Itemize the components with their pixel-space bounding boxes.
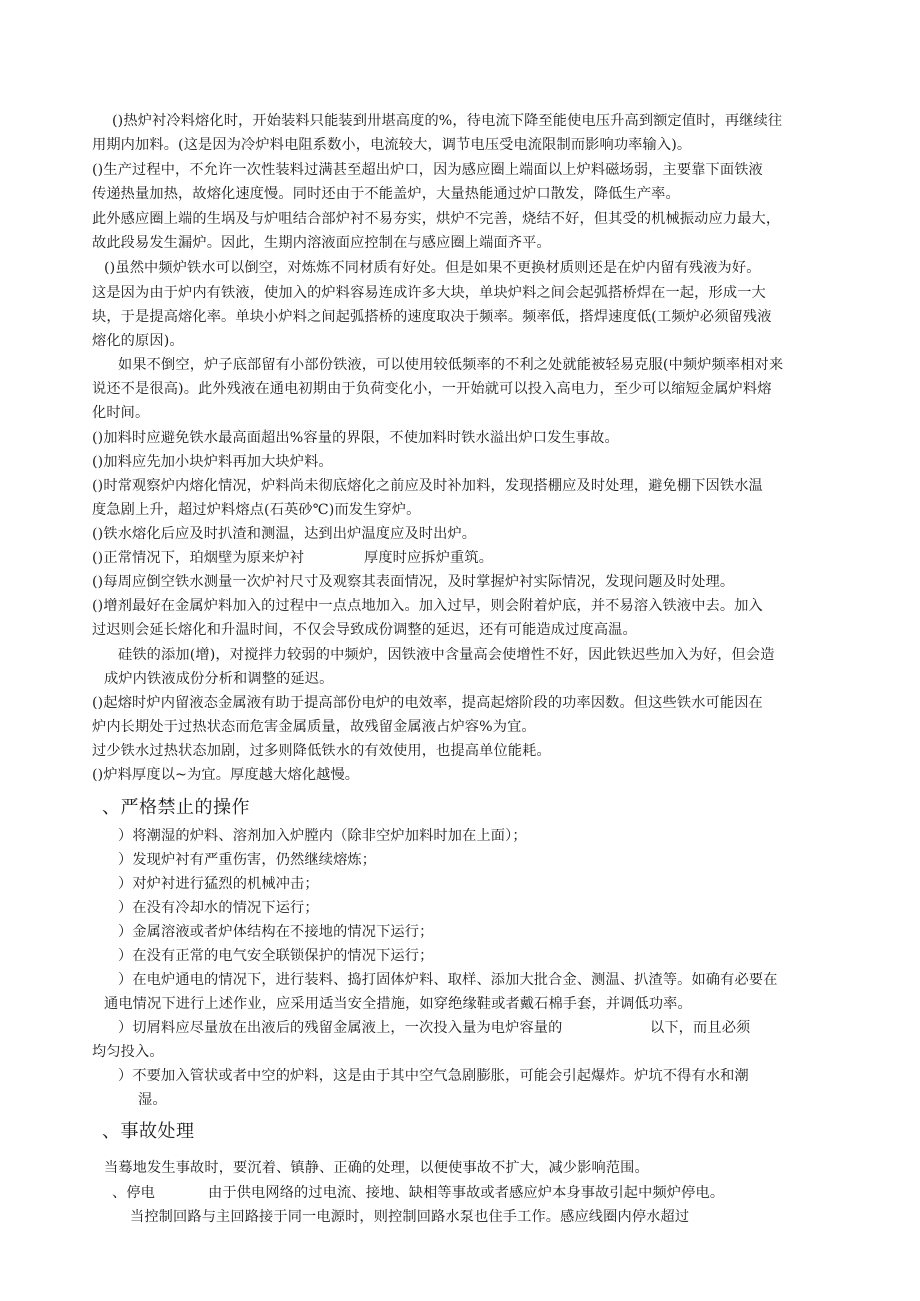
prohibited-item-9-line-2: 湿。 bbox=[138, 1092, 167, 1108]
prohibited-item-8-part-b: 以下，而且必须 bbox=[650, 1020, 751, 1036]
prohibited-item-6: ）在没有正常的电气安全联锁保护的情况下运行； bbox=[118, 948, 434, 964]
para-12-line-1: ()增剂最好在金属炉料加入的过程中一点点地加入。加入过早，则会附着炉底，并不易溶入铁液中去。加入 bbox=[92, 598, 763, 614]
para-4-line-4: 熔化的原因)。 bbox=[92, 333, 184, 349]
para-2-line-1: ()生产过程中，不允许一次性装料过满甚至超出炉口，因为感应圈上端面以上炉料磁场弱，主要靠下面铁液 bbox=[92, 162, 763, 178]
prohibited-item-7-line-1: ）在电炉通电的情况下，进行装料、捣打固体炉料、取样、添加大批合金、测温、扒渣等。如确有必要在 bbox=[118, 972, 778, 988]
para-1-line-2: 用期内加料。(这是因为冷炉料电阻系数小，电流较大，调节电压受电流限制而影响功率输入)。 bbox=[92, 137, 692, 153]
para-5-line-1: 如果不倒空，炉子底部留有小部份铁液，可以使用较低频率的不利之处就能被轻易克服(中频炉频率相对来 bbox=[118, 357, 784, 373]
prohibited-item-7-line-2: 通电情况下进行上述作业，应采用适当安全措施，如穿绝缘鞋或者戴石棉手套，并调低功率。 bbox=[104, 996, 692, 1012]
para-3-line-1: 此外感应圈上端的生埚及与炉咀结合部炉衬不易夯实，烘炉不完善，烧结不好，但其受的机械振动应力最大， bbox=[92, 211, 781, 227]
para-13-line-2: 成炉内铁液成份分析和调整的延迟。 bbox=[104, 671, 334, 687]
para-12-line-2: 过迟则会延长熔化和升温时间，不仅会导致成份调整的延迟，还有可能造成过度高温。 bbox=[92, 622, 637, 638]
prohibited-item-4: ）在没有冷却水的情况下运行； bbox=[118, 900, 319, 916]
para-5-line-3: 化时间。 bbox=[92, 405, 150, 421]
para-8-line-1: ()时常观察炉内熔化情况，炉料尚未彻底熔化之前应及时补加料，发现搭棚应及时处理，避免棚下因铁水温 bbox=[92, 478, 763, 494]
para-6: ()加料时应避免铁水最高面超出%容量的界限，不使加料时铁水溢出炉口发生事故。 bbox=[92, 430, 619, 446]
section-heading-accident: 、事故处理 bbox=[102, 1121, 195, 1142]
para-16: ()炉料厚度以~为宜。厚度越大熔化越慢。 bbox=[92, 767, 360, 783]
accident-intro: 当蓦地发生事故时，要沉着、镇静、正确的处理，以便使事故不扩大，减少影响范围。 bbox=[104, 1160, 649, 1176]
power-outage-text: 由于供电网络的过电流、接地、缺相等事故或者感应炉本身事故引起中频炉停电。 bbox=[208, 1185, 725, 1201]
prohibited-item-5: ）金属溶液或者炉体结构在不接地的情况下运行； bbox=[118, 924, 434, 940]
para-5-line-2: 说还不是很高)。此外残液在通电初期由于负荷变化小，一开始就可以投入高电力，至少可以缩短金属炉料熔 bbox=[92, 381, 772, 397]
para-7: ()加料应先加小块炉料再加大块炉料。 bbox=[92, 454, 333, 470]
para-1-line-1: ()热炉衬冷料熔化时，开始装料只能装到卅堪高度的%，待电流下降至能使电压升高到额定值时，再继续往 bbox=[112, 113, 783, 129]
prohibited-item-9-line-1: ）不要加入管状或者中空的炉料，这是由于其中空气急剧膨胀，可能会引起爆炸。炉坑不得有水和潮 bbox=[118, 1068, 749, 1084]
para-4-line-2: 这是因为由于炉内有铁液，使加入的炉料容易连成许多大块，单块炉料之间会起弧搭桥焊在一起，形成一大 bbox=[92, 285, 766, 301]
prohibited-item-1: ）将潮湿的炉料、溶剂加入炉膛内（除非空炉加料时加在上面）； bbox=[118, 828, 527, 844]
para-10-part-b: 厚度时应拆炉重筑。 bbox=[364, 550, 494, 566]
para-2-line-2: 传递热量加热，故熔化速度慢。同时还由于不能盖炉，大量热能通过炉口散发，降低生产率。 bbox=[92, 186, 680, 202]
section-heading-prohibited: 、严格禁止的操作 bbox=[102, 797, 250, 818]
para-8-line-2: 度急剧上升，超过炉料熔点(石英砂℃)而发生穿炉。 bbox=[92, 502, 421, 518]
para-4-line-1: ()虽然中频炉铁水可以倒空，对炼炼不同材质有好处。但是如果不更换材质则还是在炉内留有残液为好。 bbox=[104, 260, 761, 276]
prohibited-item-8-part-c: 均匀投入。 bbox=[92, 1044, 164, 1060]
para-11: ()每周应倒空铁水测量一次炉衬尺寸及观察其表面情况，及时掌握炉衬实际情况，发现问题及时处理。 bbox=[92, 574, 735, 590]
para-13-line-1: 硅铁的添加(增)，对搅拌力较弱的中频炉，因铁液中含量高会使增性不好，因此铁迟些加入为好，但会造 bbox=[118, 647, 775, 663]
para-9: ()铁水熔化后应及时扒渣和测温，达到出炉温度应及时出炉。 bbox=[92, 526, 477, 542]
para-3-line-2: 故此段易发生漏炉。因此，生期内溶液面应控制在与感应圈上端面齐平。 bbox=[92, 235, 551, 251]
prohibited-item-8-part-a: ）切屑料应尽量放在出液后的残留金属液上，一次投入量为电炉容量的 bbox=[118, 1020, 563, 1036]
prohibited-item-3: ）对炉衬进行猛烈的机械冲击； bbox=[118, 876, 319, 892]
para-4-line-3: 块，于是提高熔化率。单块小炉料之间起弧搭桥的速度取决于频率。频率低，搭焊速度低(工频炉必须留残液 bbox=[92, 309, 772, 325]
para-14-line-2: 炉内长期处于过热状态而危害金属质量，故残留金属液占炉容%为宜。 bbox=[92, 719, 536, 735]
para-14-line-1: ()起熔时炉内留液态金属液有助于提高部份电炉的电效率，提高起熔阶段的功率因数。但这些铁水可能因在 bbox=[92, 695, 763, 711]
accident-last-line: 当控制回路与主回路接于同一电源时，则控制回路水泵也住手工作。感应线圈内停水超过 bbox=[130, 1209, 690, 1225]
power-outage-label: 、停电 bbox=[112, 1185, 156, 1201]
para-10-part-a: ()正常情况下，珀烟壁为原来炉衬 bbox=[92, 550, 305, 566]
prohibited-item-2: ）发现炉衬有严重伤害，仍然继续熔炼； bbox=[118, 852, 377, 868]
para-15: 过少铁水过热状态加剧，过多则降低铁水的有效使用，也提高单位能耗。 bbox=[92, 743, 551, 759]
